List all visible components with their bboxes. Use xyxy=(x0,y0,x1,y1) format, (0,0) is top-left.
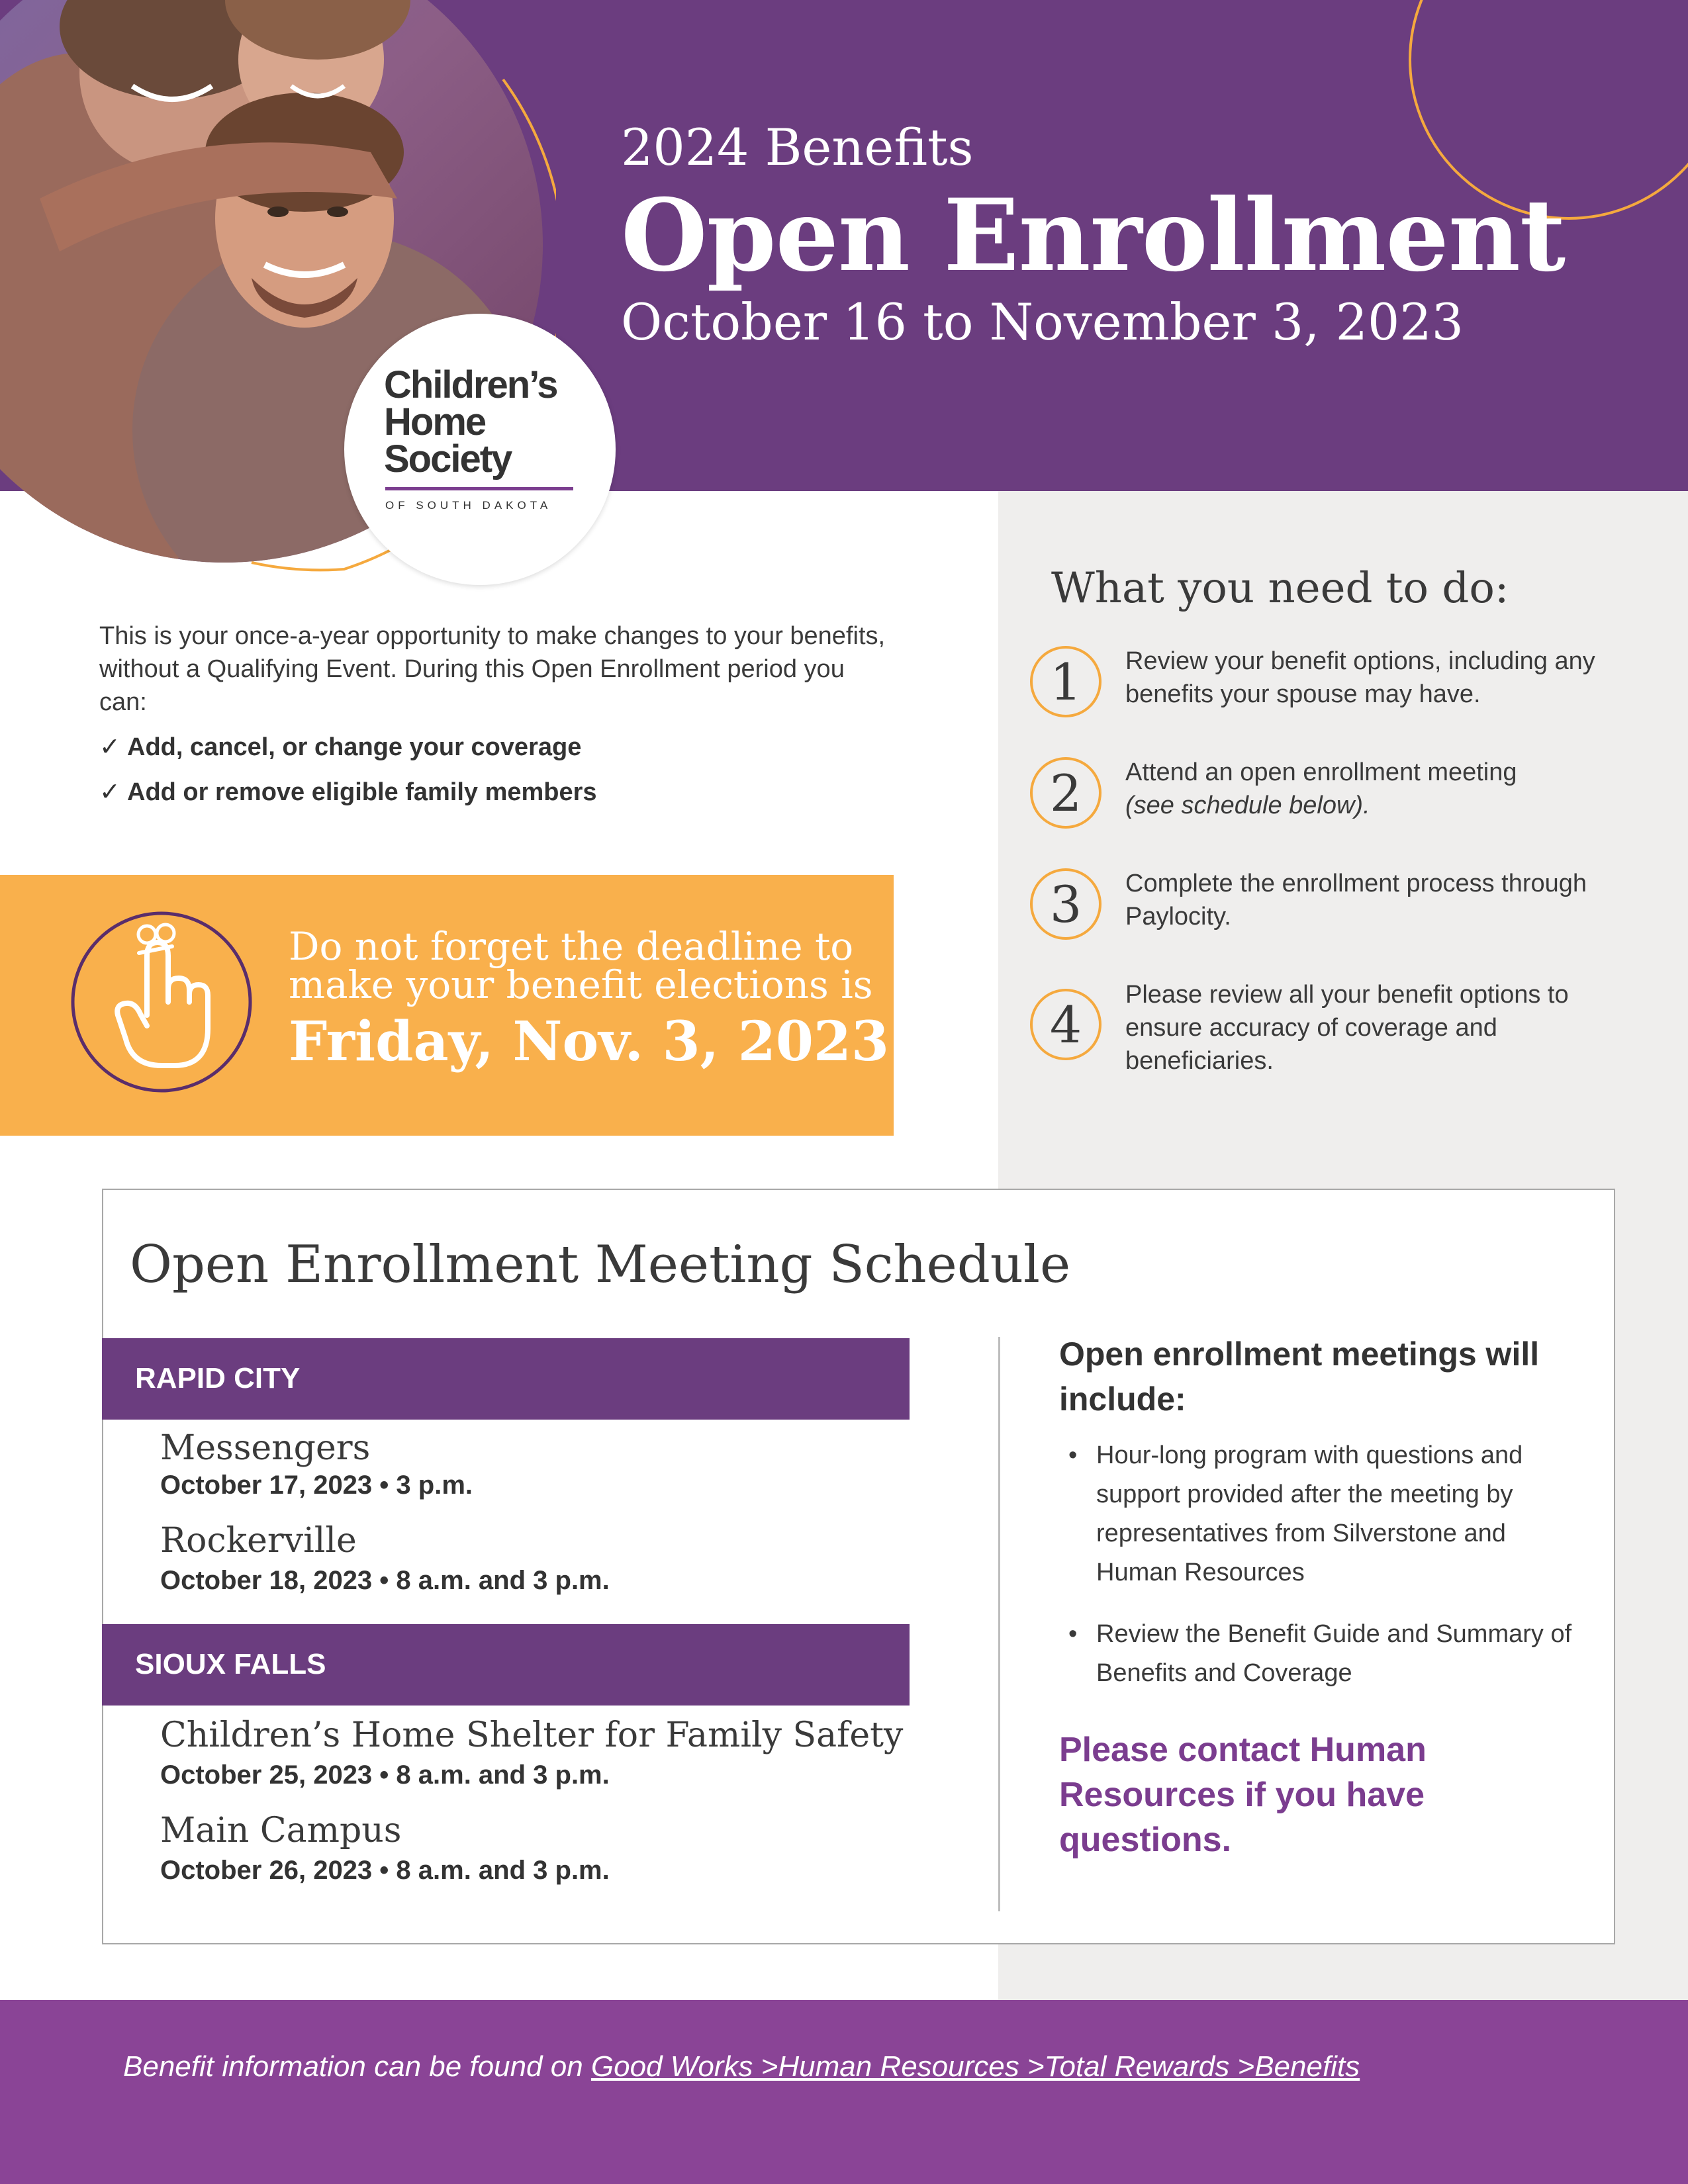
footer-text xyxy=(123,2050,1360,2083)
benefits-path-link[interactable]: Good Works >Human Resources >Total Rewards >Benefits xyxy=(590,2050,1360,2083)
bullet-item: Review the Benefit Guide and Summary of Benefits and Coverage xyxy=(1096,1620,1572,1687)
footer-band xyxy=(0,2000,1688,2184)
region-header-rapid-city: RAPID CITY xyxy=(102,1338,910,1419)
step-text-1: Review your benefit options, including any benefits your spouse may have. xyxy=(1125,647,1595,708)
location-date: October 26, 2023 • 8 a.m. and 3 p.m. xyxy=(160,1856,610,1885)
location-date: October 17, 2023 • 3 p.m. xyxy=(160,1471,473,1500)
region-header-sioux-falls: SIOUX FALLS xyxy=(102,1624,910,1705)
header-title-large: Open Enrollment xyxy=(621,177,1566,294)
includes-heading: Open enrollment meetings will include: xyxy=(1059,1336,1540,1418)
check-icon: ✓ xyxy=(99,733,120,761)
bullet-icon: • xyxy=(1068,1441,1078,1469)
step-text-2 xyxy=(1125,756,1628,822)
location-name: Rockerville xyxy=(160,1521,357,1561)
logo-underline xyxy=(385,487,573,490)
logo-wordmark xyxy=(384,363,557,480)
finger-string-icon xyxy=(69,909,254,1095)
check-label: Add or remove eligible family members xyxy=(127,778,597,806)
check-label: Add, cancel, or change your coverage xyxy=(127,733,582,761)
step-text-2-main: Attend an open enrollment meeting xyxy=(1125,758,1517,786)
region-divider xyxy=(102,1418,910,1420)
schedule-column-divider xyxy=(998,1337,1000,1911)
deadline-line-1: Do not forget the deadline to xyxy=(289,924,854,969)
location-name: Main Campus xyxy=(160,1811,402,1850)
step-text-4: Please review all your benefit options to ensure accuracy of coverage and beneficiaries. xyxy=(1125,981,1569,1075)
footer-prefix: Benefit information can be found on xyxy=(123,2050,591,2083)
schedule-title: Open Enrollment Meeting Schedule xyxy=(130,1235,1071,1295)
step-text-3: Complete the enrollment process through Paylocity. xyxy=(1125,870,1587,931)
logo-line-2: Home xyxy=(384,400,486,443)
header-title-small: 2024 Benefits xyxy=(621,118,974,177)
logo-line-3: Society xyxy=(384,437,512,480)
step-number-3: 3 xyxy=(1030,868,1102,940)
step-number-2: 2 xyxy=(1030,757,1102,829)
intro-text: This is your once-a-year opportunity to make changes to your benefits, without a Qualifying Event. During this Open Enrollment period you can: xyxy=(99,622,886,716)
logo-subtitle: OF SOUTH DAKOTA xyxy=(385,499,552,512)
header-dates: October 16 to November 3, 2023 xyxy=(621,293,1464,351)
region-divider xyxy=(102,1704,910,1706)
location-name: Children’s Home Shelter for Family Safety xyxy=(160,1715,904,1755)
location-name: Messengers xyxy=(160,1428,371,1468)
logo-line-1: Children’s xyxy=(384,363,557,406)
check-item-coverage xyxy=(99,732,581,762)
location-date: October 18, 2023 • 8 a.m. and 3 p.m. xyxy=(160,1566,610,1595)
bullet-item: Hour-long program with questions and support provided after the meeting by representatives from Silverstone and Human Resources xyxy=(1096,1441,1523,1586)
step-number-4: 4 xyxy=(1030,989,1102,1060)
todo-heading: What you need to do: xyxy=(1051,564,1509,613)
check-icon: ✓ xyxy=(99,778,120,806)
deadline-date: Friday, Nov. 3, 2023 xyxy=(289,1010,890,1073)
step-number-1: 1 xyxy=(1030,646,1102,717)
location-date: October 25, 2023 • 8 a.m. and 3 p.m. xyxy=(160,1760,610,1790)
deadline-line-2: make your benefit elections is xyxy=(289,962,873,1007)
check-item-family xyxy=(99,777,597,807)
contact-hr-text: Please contact Human Resources if you have questions. xyxy=(1059,1731,1427,1859)
step-text-2-italic: (see schedule below). xyxy=(1125,792,1370,819)
bullet-icon: • xyxy=(1068,1620,1078,1648)
